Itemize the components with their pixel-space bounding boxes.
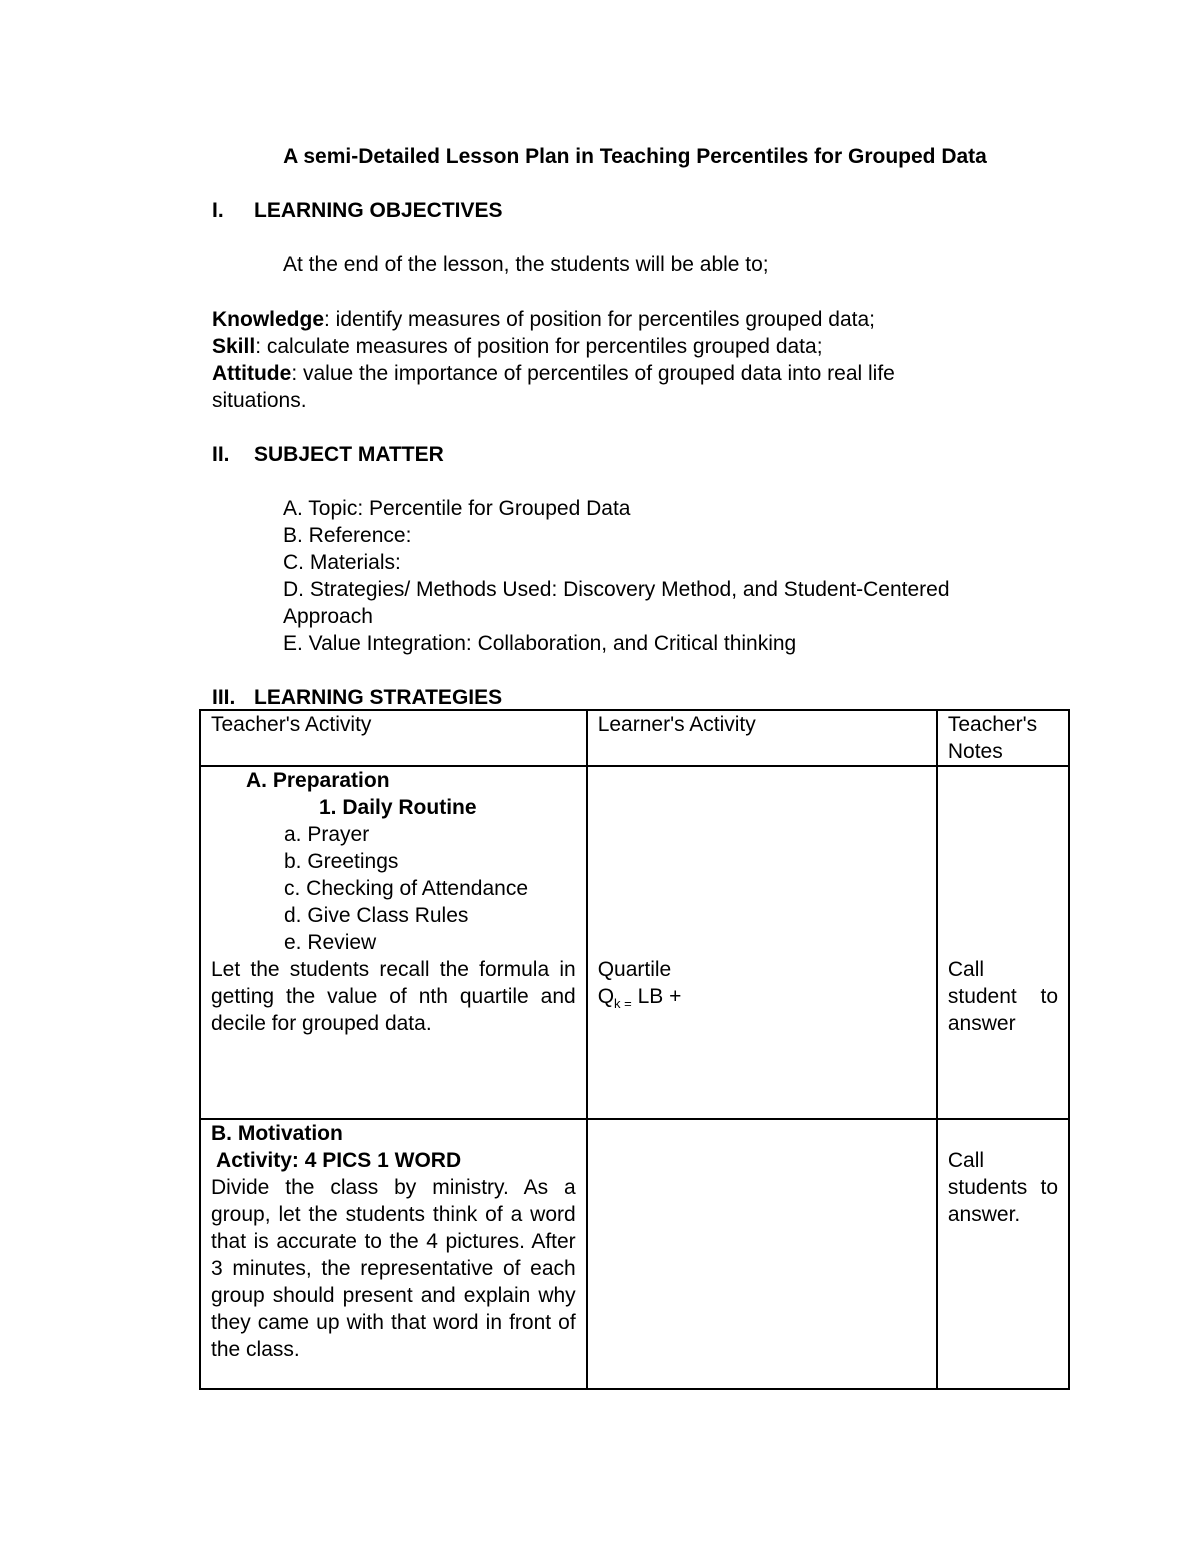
objective-knowledge xyxy=(212,306,875,333)
objective-term: Attitude xyxy=(212,362,292,385)
objectives-intro: At the end of the lesson, the students will be able to; xyxy=(283,253,769,276)
objective-skill xyxy=(212,333,823,360)
page-title: A semi-Detailed Lesson Plan in Teaching Percentiles for Grouped Data xyxy=(283,145,987,168)
section-heading-strategies: LEARNING STRATEGIES xyxy=(254,686,503,709)
daily-routine-heading: 1. Daily Routine xyxy=(319,796,477,819)
subject-reference: B. Reference: xyxy=(283,524,412,547)
preparation-heading: A. Preparation xyxy=(246,769,390,792)
routine-item: c. Checking of Attendance xyxy=(284,877,528,900)
motivation-heading: B. Motivation xyxy=(211,1122,343,1145)
learner-quartile-label: Quartile xyxy=(597,958,672,981)
formula-q: Q xyxy=(597,985,615,1008)
preparation-learner-cell xyxy=(587,766,937,1119)
subject-strategies-cont: Approach xyxy=(283,605,373,628)
formula-rest: LB + xyxy=(631,985,682,1008)
objective-attitude xyxy=(212,360,895,387)
subject-topic: A. Topic: Percentile for Grouped Data xyxy=(283,497,631,520)
motivation-notes-cell xyxy=(937,1119,1069,1389)
learning-strategies-table xyxy=(199,709,1070,1390)
objective-text: : identify measures of position for percentiles grouped data; xyxy=(324,308,875,331)
routine-item: a. Prayer xyxy=(284,823,370,846)
subject-materials: C. Materials: xyxy=(283,551,401,574)
header-learner-activity: Learner's Activity xyxy=(587,710,937,766)
motivation-learner-cell xyxy=(587,1119,937,1389)
table-header-row xyxy=(200,710,1069,766)
motivation-instruction: Divide the class by ministry. As a group, let the students think of a word that is accurate to the 4 pictures. After 3 minutes, the representative of each group should present and explain why they came up with that word in front of the class. xyxy=(211,1176,576,1361)
formula-subscript: k = xyxy=(614,996,632,1012)
objective-text: : value the importance of percentiles of grouped data into real life xyxy=(291,362,895,385)
preparation-notes: Call student to answer xyxy=(947,958,1058,1035)
motivation-activity: Activity: 4 PICS 1 WORD xyxy=(211,1149,462,1172)
header-teacher-activity: Teacher's Activity xyxy=(200,710,587,766)
quartile-formula xyxy=(598,983,926,1010)
objective-text: : calculate measures of position for percentiles grouped data; xyxy=(255,335,823,358)
section-heading-subject: SUBJECT MATTER xyxy=(254,443,444,466)
table-row-motivation xyxy=(200,1119,1069,1389)
subject-strategies: D. Strategies/ Methods Used: Discovery Method, and Student-Centered xyxy=(283,578,950,601)
motivation-teacher-cell xyxy=(200,1119,587,1389)
routine-item: e. Review xyxy=(284,931,377,954)
routine-item: d. Give Class Rules xyxy=(284,904,469,927)
objective-continuation: situations. xyxy=(212,389,307,412)
preparation-instruction: Let the students recall the formula in getting the value of nth quartile and decile for grouped data. xyxy=(211,958,576,1035)
section-number-strategies: III. xyxy=(212,686,236,709)
section-number-objectives: I. xyxy=(212,199,224,222)
table-row-preparation xyxy=(200,766,1069,1119)
subject-values: E. Value Integration: Collaboration, and Critical thinking xyxy=(283,632,797,655)
section-heading-objectives: LEARNING OBJECTIVES xyxy=(254,199,503,222)
preparation-teacher-cell xyxy=(200,766,587,1119)
routine-item: b. Greetings xyxy=(284,850,399,873)
section-number-subject: II. xyxy=(212,443,230,466)
objective-term: Knowledge xyxy=(212,308,325,331)
header-teacher-notes: Teacher's Notes xyxy=(937,710,1069,766)
preparation-notes-cell xyxy=(937,766,1069,1119)
objective-term: Skill xyxy=(212,335,256,358)
motivation-notes: Call students to answer. xyxy=(947,1149,1058,1226)
